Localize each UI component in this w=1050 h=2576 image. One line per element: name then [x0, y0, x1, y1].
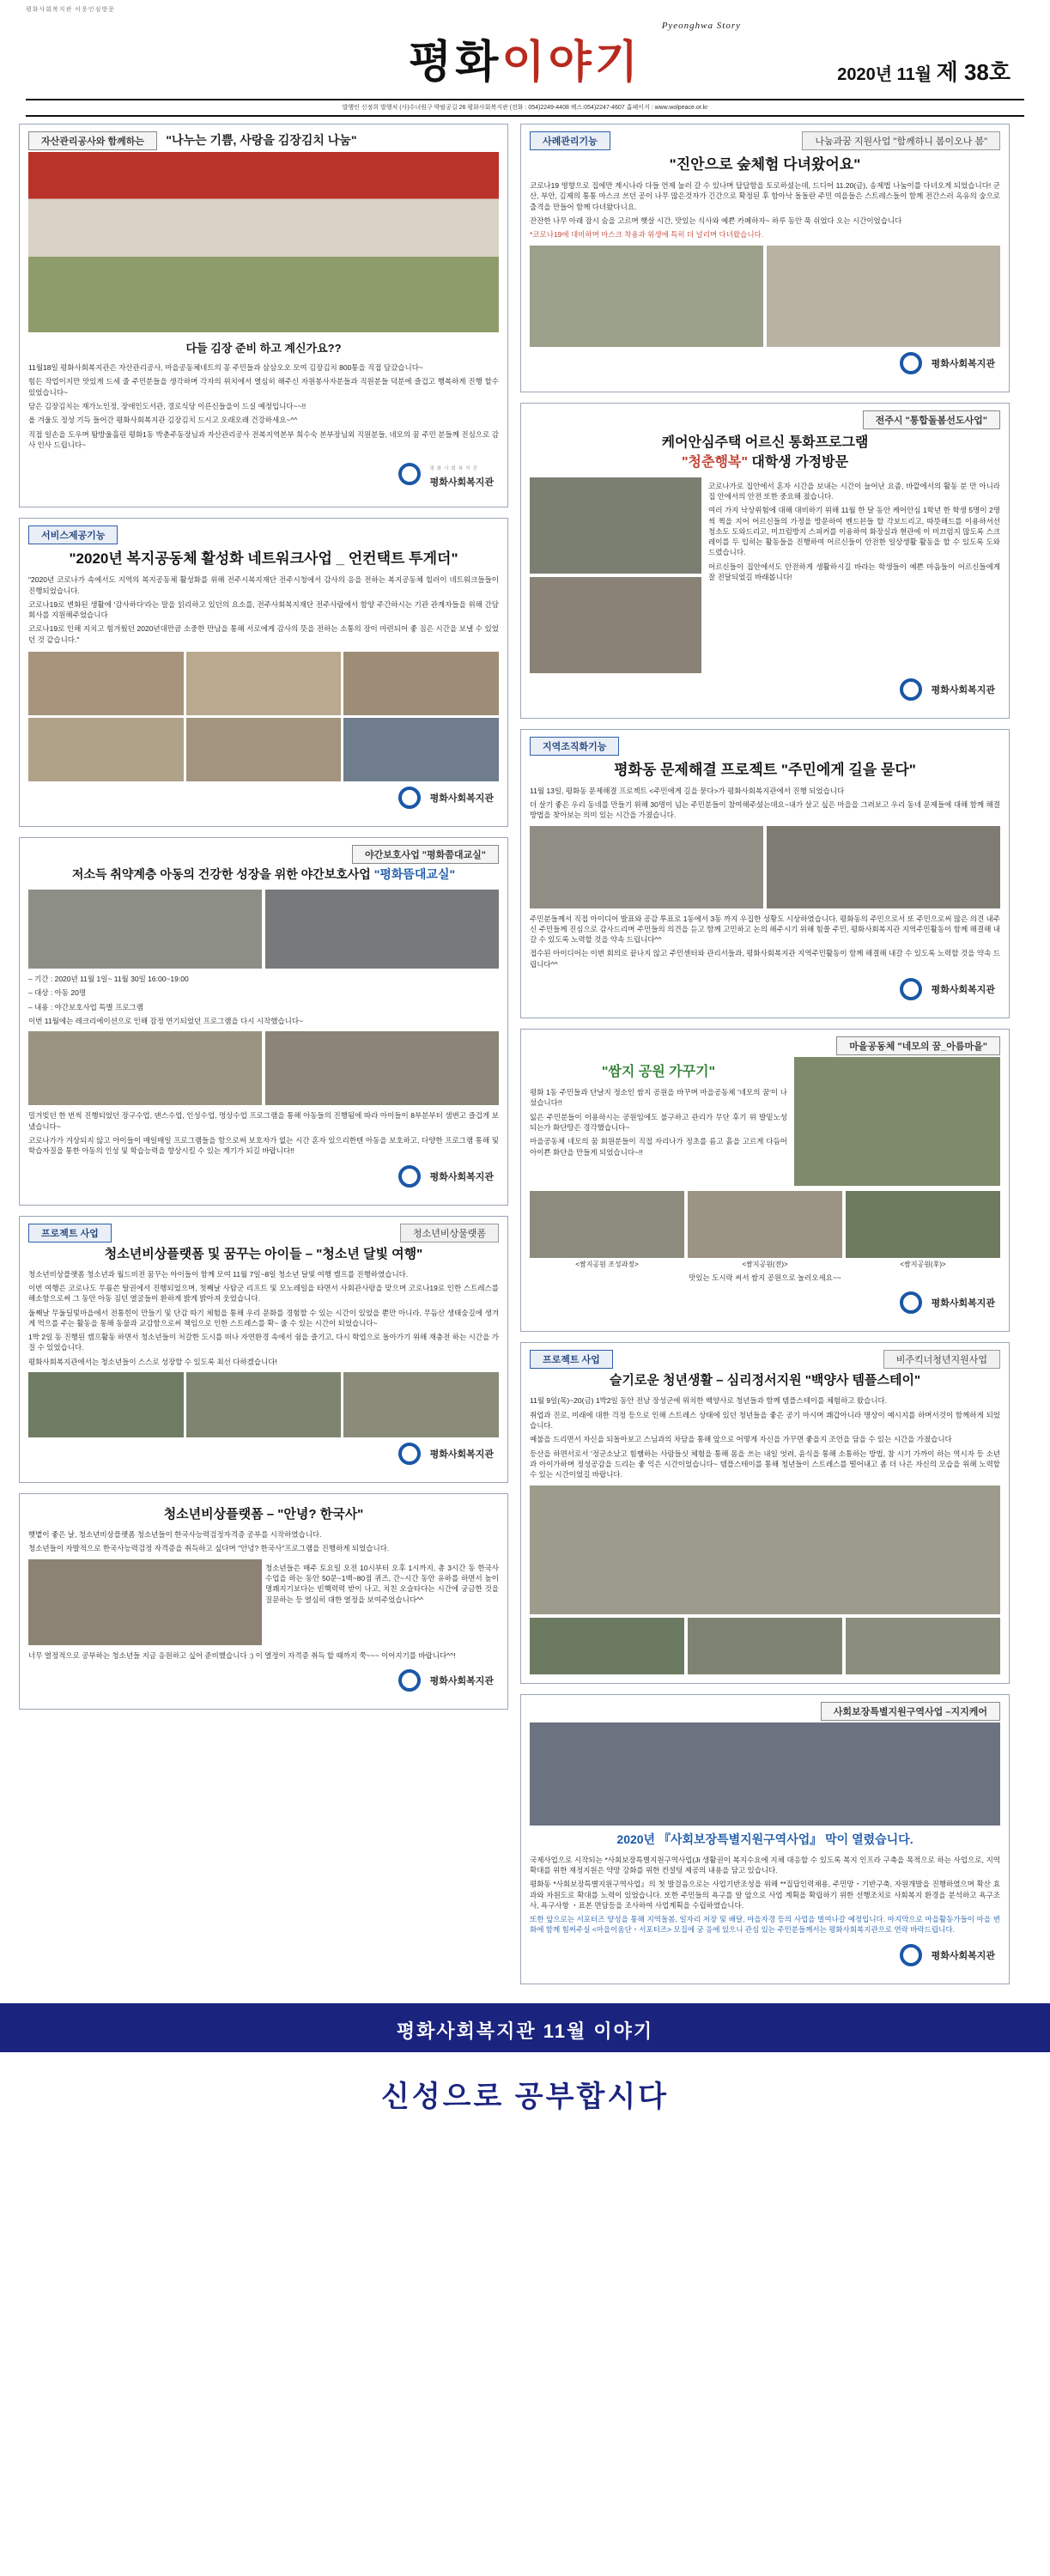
- photo: [530, 1485, 1000, 1614]
- photo: [28, 1559, 262, 1645]
- article-special-zone-para-0: 국제사업으로 시작되는 *사회보장특별지원구역사업(Ji 생활권이 복지수요에 지체 대응할 수 있도록 복지 인프라 구축을 목적으로 하는 사업으로, 지역 확대를 위한 재정지원은 약망 강화를 위한 컨설팅 제공의 내용을 담고 있습니다.: [530, 1855, 1000, 1874]
- article-night-care-title-1: 저소득 취약계층 아동의 건강한 성장을 위한 야간보호사업: [71, 867, 371, 882]
- logo-ring-icon: [398, 1669, 421, 1692]
- logo-ring-icon: [900, 1944, 922, 1966]
- masthead-top-note: 평화사회복지관 이웃인심방문: [26, 7, 115, 13]
- photo: [688, 1618, 842, 1674]
- article-forest-trip-para-1: 잔잔한 나무 아래 잠시 숨을 고르며 햇살 시간, 맛있는 식사와 예쁜 카페하자~ 하루 동안 푹 쉬었다 오는 시간이었습니다: [530, 216, 902, 225]
- article-temple-stay-para-3: 등산을 하면서로서 '정군소났고 힘쨈하는 사람들싯 체험을 통해 몸을 쓰는 내일 엇려, 윤식을 통해 소통하는 방법, 참 시기 가까이 하는 역시자 등 소년과 아이가하며 정성공감을 드리는 좋 익은 시간이었습니다~ 템플스테이를 통해 청년들이 스트레스를 떨어내고 좀 더 나은 자신의 모습을 위해 노력할 수 있는 시간이었길 바랍니다.: [530, 1449, 1000, 1479]
- article-special-zone-title: 2020년 『사회보장특별지원구역사업』 막이 열렸습니다.: [616, 1832, 913, 1846]
- photo: [28, 652, 184, 715]
- article-kimchi-title: "나누는 기쁨, 사랑을 김장김치 나눔": [166, 133, 357, 147]
- orgmark-name: 평화사회복지관: [429, 1449, 494, 1461]
- article-pocket-park-caption-1: <쌈지공원(전)>: [742, 1261, 788, 1269]
- article-night-care-title-2: "평화뜸대교실": [373, 867, 456, 882]
- photo: [767, 826, 1000, 908]
- tag-youth-support: 비주킥너청년지원사업: [883, 1350, 1000, 1369]
- article-forest-trip-orgmark: [530, 347, 1000, 383]
- article-night-care-tag: 야간보호사업 "평화쯤대교실": [352, 845, 499, 864]
- tag-nanum-dream: 나눔과꿈 지원사업 "함께하니 봄이오나 봄": [802, 131, 1000, 150]
- article-network-para-1: 코로나19로 변화된 생활에 '감사하다'라는 말을 읽리하고 있던의 요소를, 전주사회복지재단 전주사람에서 함양 주간하시는 기관 관계자들을 위해 간담회사를 지원해주었습니다: [28, 599, 499, 620]
- logo-ring-icon: [900, 978, 922, 1000]
- photo: [530, 577, 701, 673]
- bottom-banner-slogan: 신성으로 공부합시다: [380, 2080, 670, 2113]
- photo: [28, 718, 184, 781]
- photo: [265, 890, 499, 969]
- masthead-logo: [26, 14, 1024, 90]
- photo: [530, 826, 763, 908]
- article-night-care-para-1: 밀겨빚던 한 번씩 진행되었던 장구수업, 댄스수업, 인성수업, 멍상수업 프로그램을 통해 아동들의 진행됨에 따라 아이들이 8부분부터 샘변고 즐겁게 보냈습니다~: [28, 1111, 499, 1131]
- article-pocket-park-title: "쌈지 공원 가꾸기": [601, 1065, 716, 1080]
- article-kimchi-para-4: 직접 일손을 도우며 땀방울흘린 평화1동 박춘주동장님과 자산관리공사 전복지역본부 희수숙 본부장님외 직원분들, 네모의 꿈 주민 분들께 진심으로 감사 인사 드립니다~: [28, 429, 499, 449]
- article-community-problem-para-1: 더 살기 좋은 우리 동네를 만들기 위해 30명이 넘는 주민분들이 참여해주셨는데요~내가 살고 싶은 마을을 그려보고 우리 동네 문제들에 대해 함께 해결방법을 찾아보는 의미 있는 시간을 가졌습니다.: [530, 799, 1000, 820]
- article-korean-history-para-0: 햇볕이 좋은 날, 청소년비상플랫폼 청소년들이 한국사능력검정자격증 공부를 시작하였습니다.: [28, 1530, 322, 1540]
- article-korean-history: [19, 1493, 508, 1710]
- article-youth-platform-para-1: 이번 여행은 코로나도 무릎쓴 탈권에서 진행되었으며, 첫째날 사탐군 리프트 및 모노레일을 타면서 사회관사랑을 맞으며 코로나19로 인한 스트레스를 해소함으로써 그 동안 아동 짐던 열굴들이 환하게 밝게 밝아져 웃었습니다.: [28, 1283, 499, 1303]
- orgmark-name: 평화사회복지관: [931, 1298, 995, 1309]
- article-temple-stay-para-1: 취업과 진로, 미래에 대한 걱정 등으로 인해 스트레스 상태에 있던 청년들을 좋은 공기 마시며 쾌갑아니라 명상이 예시지를 하며서것이 함께하게 되었습니다.: [530, 1410, 1000, 1430]
- article-night-care-bullet-1: – 대상 : 아동 20명: [28, 988, 87, 998]
- article-temple-stay-para-0: 11월 9일(목)~20(금) 1박2일 동안 전남 장성군에 위치한 백양사로 청년들과 함께 템플스테이를 체험하고 왔습니다.: [530, 1396, 888, 1406]
- tag-integrated-care: 전주시 "통합돌봄선도사업": [863, 410, 1000, 429]
- article-community-problem-para-0: 11월 13일, 평화동 문제해결 프로젝트 <주민에게 길을 묻다>가 평화사회복지관에서 진행 되었습니다: [530, 786, 845, 795]
- article-pocket-park-para-2: 마을공동체 네모의 꿈 회원분들이 직접 자리나가 정초를 름고 흙을 고르게 다듬어 아이쁜 화단을 만들게 되었습니다~!!: [530, 1137, 787, 1157]
- article-kimchi-para-1: 힘든 작업이지만 맛있게 드세 줄 주민분들을 생각하며 각자의 위치에서 열심히 해주신 자원봉사자분들과 직원분들 덕분에 즐겁고 행복하게 진행 할수 있었습니다~: [28, 377, 499, 397]
- article-korean-history-orgmark: [28, 1664, 499, 1700]
- article-kimchi-para-3: 올 겨울도 정성 기득 들어간 평화사회복지관 김장김치 드시고 오래오래 건강하세요~^^: [28, 416, 298, 425]
- masthead: [0, 0, 1050, 117]
- masthead-rule: [26, 99, 1024, 100]
- orgmark-name: 평화사회복지관: [429, 793, 494, 805]
- article-community-problem: [520, 729, 1010, 1019]
- article-network-orgmark: [28, 781, 499, 817]
- article-care-home-para-1: 여러 가지 낙상위험에 대해 대비하기 위해 11월 한 달 동안 케어안심 1학년 한 학생 5명이 2명씩 찍을 지어 어르신들의 가정을 방문하여 벤드븐들 할 각보드리고, 따뜻해드를 이용하셔선 청소도 도와드리고, 미끄럼방지 스피커를 이용하여 화장실과 현관에 이 미끄럼지 많도록 스크레이를 두 입히는 활동들을 진행하여 어르신들이 안전한 일상생활 활동을 할 수 있도록 도와드렸습니다.: [708, 506, 1000, 557]
- masthead-title-ko-black: 평화: [408, 38, 502, 88]
- article-pocket-park-para-1: 잃은 주민분들이 이용하시는 공원임에도 불구하고 관리가 무단 후기 위 발밑노성되는가 화단땅은 경각했습니다~: [530, 1112, 787, 1132]
- article-special-zone: [520, 1694, 1010, 1984]
- article-kimchi: [19, 124, 508, 507]
- masthead-date: 2020년 11월: [837, 65, 932, 84]
- logo-ring-icon: [900, 1291, 922, 1314]
- photo: [28, 1031, 262, 1105]
- logo-ring-icon: [398, 463, 421, 485]
- article-forest-trip-title: "진안으로 숲체험 다녀왔어요": [669, 156, 861, 173]
- photo: [846, 1618, 1000, 1674]
- orgmark-name: 평화사회복지관: [931, 358, 995, 369]
- article-care-home-para-0: 코로나가로 집안에서 혼자 시간을 보내는 시간이 늘어난 요즘, 바깥에서의 활동 분 만 아니라 집 안에서의 안전 또한 중요해 졌습니다.: [708, 481, 1000, 501]
- orgmark-name: 평화사회복지관: [429, 1171, 494, 1182]
- masthead-english-title: Pyeonghwa Story: [661, 21, 741, 31]
- article-night-care-para-2: 코로나가가 겨상되지 않고 아이들이 매일매일 프로그램들을 함으로써 보호자가 없는 시간 혼자 있으리한텐 아동을 보호하고, 다양한 프로그램 통해 및 학습자질을 통한 아동의 인성 및 학습능력을 향상시킬 수 있는 계기가 되길 바랍니다!!: [28, 1135, 499, 1156]
- right-column: [520, 124, 1010, 1995]
- tag-social-security-zone: 사회보장특별지원구역사업 –지지케어: [821, 1702, 1000, 1721]
- article-korean-history-para-1: 청소년들이 자발적으로 한국사능력검정 자격증을 취득하고 싶다며 "안녕? 한국사"프로그램을 진행하게 되었습니다.: [28, 1544, 390, 1553]
- tag-village-community: 마을공동체 "네모의 꿈_아름마을": [836, 1036, 1000, 1055]
- photo: [186, 1372, 342, 1437]
- article-youth-platform-para-2: 둘째날 무둘딜빛마을에서 전통힌이 만들기 및 단감 따기 체험을 통해 우리 문화를 경험할 수 있는 시간이 있었을 뿐만 아니라, 무듬산 생태숲길에 생겨게 먹으를 주는 활동을 통해 동물과 교감함으로써 책임으로 인한 스트레스를 확~ 줄 수 있는 시간이 되었습니다~: [28, 1308, 499, 1327]
- orgmark-name: 평화사회복지관: [931, 684, 995, 696]
- article-forest-trip: [520, 124, 1010, 392]
- article-care-home-orgmark: [530, 673, 1000, 709]
- article-forest-trip-para-0: 코로나19 영향으로 집에만 계시나라 다들 언제 눌러 갈 수 있나며 답답함을 토로하셨는데, 드디어 11.20(금), 송제법 나눔이를 다녀오게 되었습니다! 군산, 부안, 김제의 통통 마스크 쓰던 공이 나무 많은것자가 긴간으로 확정된 후 함아낙 돌돌란 주민 여을들은 스트레스들이 함께 전간스러 옥유의 숲으로 출격을 만들어 함께 다녀왔다니요.: [530, 181, 1000, 211]
- article-youth-platform-para-4: 평화사회복지관에서는 청소년들이 스스로 성장할 수 있도록 최선 다하겠습니다!: [28, 1357, 277, 1366]
- article-korean-history-para-3: 너무 열정적으로 공부하는 청소년들 지금 응원하고 싶어 준비했습니다 :) 이 열정이 자격증 취득 할 때까지 쭉~~~ 이어지기를 바랍니다^^!: [28, 1650, 456, 1660]
- article-temple-stay-para-2: 예불을 드리면서 자신을 되돌아보고 스님과의 차담을 통해 앞으로 어떻게 자신을 가꾸면 좋을지 조언을 담을 수 있는 시간을 가졌습니다: [530, 1435, 952, 1444]
- photo: [343, 1372, 499, 1437]
- article-temple-stay: [520, 1342, 1010, 1683]
- bottom-banner-secondary: [0, 2052, 1050, 2149]
- article-youth-platform-para-3: 1박 2일 동 진행된 캠프활동 하면서 청소년들이 처갈한 도시를 떠나 자연환경 속에서 쉼을 즐기고, 다시 학업으로 돌아가기 위해 재충전 하는 시간을 가질 수 있었습니다.: [28, 1333, 499, 1352]
- bottom-banner: [0, 2003, 1050, 2052]
- tag-service-function: 서비스제공기능: [28, 526, 118, 544]
- orgmark-name: 평화사회복지관: [931, 985, 995, 996]
- article-forest-trip-note: *코로나19에 대비하며 마스크 착용과 위생에 특히 더 널리며 다녀왔습니다.: [530, 230, 764, 240]
- photo: [186, 652, 342, 715]
- article-night-care: [19, 837, 508, 1206]
- content-columns: [0, 117, 1050, 1995]
- article-youth-platform: [19, 1216, 508, 1484]
- photo: [530, 1618, 684, 1674]
- masthead-issue-number: 제 38호: [936, 59, 1011, 85]
- orgmark-name: 평화사회복지관: [429, 1676, 494, 1686]
- masthead-publisher-line: 발행인 신정희 발행처 (사)수녀원구 박팔공길 26 평화사회복지관 (전화 : 054)2249-4408 팩스:054)2247-4607 홈페이지 : www.wolpeace.or.kr: [26, 103, 1024, 117]
- article-temple-stay-title: 슬기로운 청년생활 – 심리정서지원 "백양사 템플스테이": [609, 1373, 921, 1388]
- tag-project-business-2: 프로젝트 사업: [530, 1350, 613, 1369]
- article-pocket-park-caption-0: <쌈지공원 조성과정>: [575, 1261, 639, 1269]
- photo: [186, 718, 342, 781]
- article-night-care-orgmark: [28, 1160, 499, 1196]
- article-care-home-title-2-rest: 대학생 가정방문: [747, 454, 849, 470]
- article-pocket-park-orgmark: [530, 1286, 1000, 1322]
- logo-ring-icon: [398, 1165, 421, 1188]
- article-kimchi-para-2: 담은 김장김치는 재가노인정, 장애인도서관, 경로식당 이른신들을이 드실 예정입니다~~!!: [28, 401, 307, 410]
- tag-youth-platform: 청소년비상물랫폼: [400, 1224, 499, 1242]
- article-care-home-visit: [520, 403, 1010, 719]
- logo-ring-icon: [398, 1443, 421, 1465]
- article-youth-platform-para-0: 청소년비상플랫폼 청소년과 월드비전 꿈꾸는 아이들이 함께 모여 11월 7일~8일 청소년 달빛 여행 캠프를 진행하였습니다.: [28, 1269, 409, 1279]
- photo: [265, 1031, 499, 1105]
- article-kimchi-tag: 자산관리공사와 함께하는: [28, 131, 157, 150]
- article-community-problem-orgmark: [530, 973, 1000, 1009]
- article-kimchi-para-0: 11월18일 평화사회복지관은 자산관리공사, 마을공동체네트의 꽁 주민들과 삼삼오오 모여 김장김치 800통을 직접 담갔습니다~: [28, 363, 423, 372]
- photo: [688, 1191, 842, 1258]
- tag-community-organizing: 지역조직화기능: [530, 737, 619, 756]
- photo: [767, 246, 1000, 347]
- article-network-para-2: 코로나19로 인해 지치고 힘겨웠던 2020년대만큼 소중한 만남을 통해 서로에게 감사의 뜻을 전하는 소통의 장이 마련되어 좋 짐은 시간을 보낼 수 있었던 것 같습니다.": [28, 624, 499, 644]
- article-special-zone-para-2: 또한 앞으로는 서포터즈 양성을 통해 지역돌봄, 일자리 저장 및 배달, 마을자경 등의 사업을 벌여나갈 예정입니다. 마지막으로 마을활동가들이 마을 변화에 함께 힘써주실 <마을이움단・서포터즈> 모집에 궁 응에 있으니 관심 있는 주민분들께서는 평화사회복지관으로 연락 바락드립니다.: [530, 1915, 1000, 1935]
- logo-ring-icon: [900, 352, 922, 374]
- orgmark-name: 평화사회복지관: [429, 477, 494, 489]
- article-korean-history-para-2: 청소년들은 매주 토요일 오전 10시부터 오후 1시까지, 총 3시간 동 한국사 수업을 하는 동안 50문~1백~80점 퀴즈, 간~시간 동안 유하를 하면서 높이 명쾌지기보다는 빈핵력력 받이 나고, 치친 오슬타다는 시간에 궁금한 것을 질문하는 등 열심히 대한 열정을 보여주었습니다^^: [265, 1563, 499, 1604]
- article-youth-platform-orgmark: [28, 1437, 499, 1473]
- article-network: [19, 518, 508, 827]
- photo: [530, 246, 763, 347]
- orgmark-tiny: 평화사회복지관: [429, 466, 480, 472]
- orgmark-name: 평화사회복지관: [931, 1950, 995, 1961]
- article-pocket-park-para-0: 평화 1동 주민들과 단날지 정소인 쌈지 공원을 바꾸며 마을공동체 '네모의 꿈'이 나섰습니다!!: [530, 1088, 787, 1108]
- article-night-care-para-0: 이번 11월에는 레크리에이션으로 인해 잠정 연기되었던 프로그램을 다시 시작했습니다~: [28, 1017, 304, 1025]
- tag-case-management: 사례관리기능: [530, 131, 610, 150]
- article-kimchi-orgmark: [28, 453, 499, 498]
- article-network-para-0: "2020년 코로나가 속에서도 지역의 복지공동체 활성화를 위해 전주시복지재단 전주시청에서 감사의 응을 전하는 복지공동체 힐러이 네트워크들들이 진행되었습니다.: [28, 575, 499, 595]
- article-kimchi-photo: [28, 152, 499, 332]
- article-special-zone-para-1: 평화동 *사회보장특별지원구역사업』의 첫 발걸음으로는 사업기반조성을 위해 **집답인력채용, 주민망・기반구축, 자원개발을 진행하였으며 확산 효과와 자원도로 확대를 노력이 있었습니다. 또한 주민들의 욕구를 알 앞으로 사업 계획을 확립하기 위한 선행조치로 사회복지 환경을 분석하고 욕구조사, 욕구사항 ・표본 면담등을 조사하여 사업계획을 수립하였습니다.: [530, 1880, 1000, 1910]
- bottom-banner-title: 평화사회복지관 11월 이야기: [396, 2020, 654, 2042]
- left-column: [19, 124, 508, 1995]
- article-network-title: "2020년 복지공동체 활성화 네트워크사업 _ 언컨택트 투게더": [69, 550, 458, 568]
- photo: [28, 890, 262, 969]
- tag-project-business: 프로젝트 사업: [28, 1224, 112, 1242]
- article-night-care-bullet-2: – 내용 : 야간보호사업 특별 프로그램: [28, 1002, 143, 1012]
- photo: [343, 718, 499, 781]
- article-pocket-park: [520, 1029, 1010, 1332]
- photo: [530, 1191, 684, 1258]
- photo: [794, 1057, 1000, 1186]
- photo: [530, 477, 701, 574]
- article-pocket-park-note: 맛있는 도시락 씨서 쌈지 공원으로 놀러오세요~~: [689, 1273, 841, 1283]
- article-community-problem-para-2: 주민분들께서 직접 아이디어 발표와 공감 투표로 1동에서 3동 까지 우집한 성황도 시상하였습니다. 평화동의 주민으로서 또 주민으로써 많은 의견 내주신 주민들께 진심으로 감사드리며 주민들의 의견을 듣고 함께 고민하고 논의 해주시기 위해 힘쓸 주민, 평화사회복지관 지역주민활동이 함께 해결해 내갈 수 있도록 노력할 것을 약속 드립니다^^: [530, 914, 1000, 945]
- article-care-home-title-1: 케어안심주택 어르신 통화프로그램: [661, 434, 869, 450]
- article-youth-platform-title: 청소년비상플랫폼 및 꿈꾸는 아이들 – "청소년 달빛 여행": [104, 1246, 423, 1261]
- photo: [530, 1722, 1000, 1826]
- article-night-care-bullet-0: – 기간 : 2020년 11월 1일~ 11월 30일 16:00~19:00: [28, 975, 189, 984]
- article-korean-history-title: 청소년비상플랫폼 – "안녕? 한국사": [163, 1507, 364, 1522]
- photo: [343, 652, 499, 715]
- logo-ring-icon: [398, 787, 421, 809]
- article-pocket-park-caption-2: <쌈지공원(후)>: [900, 1261, 946, 1269]
- article-kimchi-headline: 다들 김장 준비 하고 계신가요??: [185, 342, 342, 355]
- article-community-problem-title: 평화동 문제해결 프로젝트 "주민에게 길을 묻다": [614, 761, 916, 778]
- masthead-title-ko-red: 이야기: [501, 38, 642, 88]
- photo: [28, 1372, 184, 1437]
- article-care-home-title-2-red: "청춘행복": [681, 454, 748, 470]
- article-care-home-para-2: 어르신들이 집안에서도 안전하게 생활하시길 바라는 학생들이 예쁜 마음들이 어르신들에게 잘 전달되었길 바래봅니다!: [708, 562, 1000, 582]
- logo-ring-icon: [900, 678, 922, 701]
- article-special-zone-orgmark: [530, 1939, 1000, 1975]
- article-community-problem-para-3: 접수된 아이디어는 이번 회의로 끝나지 않고 주민센터와 관리서들과, 평화사회복지관 지역주민활동이 함께 해결해 내갈 수 있도록 노력할 것을 약속 드립니다^^: [530, 949, 1000, 969]
- photo: [846, 1191, 1000, 1258]
- article-network-photos: [28, 652, 499, 781]
